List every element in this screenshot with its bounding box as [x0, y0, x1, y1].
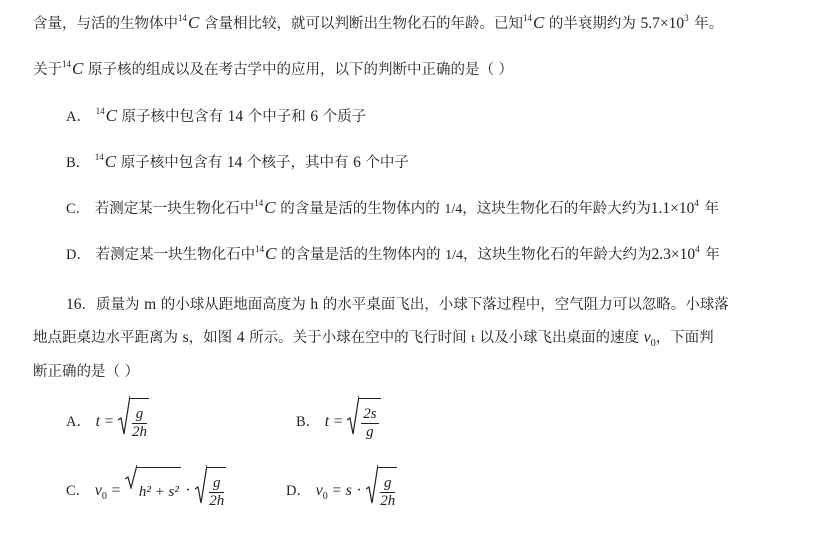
times-sign: ×: [670, 246, 680, 263]
carbon-symbol: C: [188, 13, 200, 32]
text: 的含量是活的生物体内的: [281, 247, 441, 263]
text: 若测定某一块生物化石中: [94, 201, 255, 217]
carbon-symbol: C: [265, 244, 277, 263]
text: 含量，与活的生物体中: [33, 16, 178, 32]
text: 个质子: [322, 109, 367, 125]
denominator: 2h: [209, 492, 225, 509]
carbon-symbol: C: [532, 13, 545, 32]
equals-sign: =: [104, 413, 114, 430]
question-number: 16: [66, 296, 82, 313]
age-value: 1.1: [650, 200, 671, 217]
isotope-superscript: 14: [94, 152, 104, 162]
ten: 10: [668, 15, 685, 32]
isotope-superscript: 14: [522, 13, 532, 23]
q16-line-2: [33, 328, 714, 354]
option-a[interactable]: [66, 101, 366, 127]
q16-option-a[interactable]: [66, 398, 149, 446]
distance-symbol: s: [345, 482, 352, 499]
number: 6: [310, 108, 319, 125]
option-d[interactable]: [66, 239, 720, 266]
option-label: C．: [66, 483, 91, 499]
radical-icon: [118, 396, 130, 436]
radical-icon: [195, 465, 207, 505]
velocity-symbol: v: [315, 482, 323, 499]
text: 断正确的是（ ）: [33, 364, 140, 380]
text: 年。: [694, 16, 724, 32]
text: 的小球从距地面高度为: [160, 297, 306, 313]
times-sign: ×: [659, 15, 669, 32]
time-symbol: t: [324, 413, 330, 430]
text: 所示。关于小球在空中的飞行时间: [249, 330, 467, 346]
number: 14: [226, 154, 243, 171]
text: 原子核中包含有: [121, 109, 224, 125]
q16-option-b[interactable]: [296, 398, 381, 446]
text: 个核子，其中有: [246, 155, 349, 171]
q16-option-d[interactable]: [286, 467, 397, 520]
subscript: 0: [322, 490, 328, 502]
fraction: 1/4: [444, 202, 463, 217]
isotope-superscript: 14: [95, 106, 105, 116]
mass-symbol: m: [144, 296, 157, 313]
text: 以及小球飞出桌面的速度: [479, 330, 639, 346]
text: 个中子: [365, 155, 409, 171]
sqrt: [366, 467, 397, 515]
figure-number: 4: [236, 329, 245, 346]
text: 关于: [33, 62, 62, 78]
option-b[interactable]: [66, 147, 409, 173]
sqrt: [125, 467, 181, 515]
ten: 10: [678, 200, 695, 217]
numerator: g: [209, 475, 224, 493]
option-label: D．: [286, 483, 311, 499]
text: 的含量是活的生物体内的: [280, 201, 440, 217]
q16-line-3: [33, 362, 139, 382]
exponent: 3: [684, 13, 689, 23]
distance-symbol: s: [182, 329, 189, 346]
fraction: 1/4: [445, 248, 464, 263]
denominator: 2h: [380, 492, 396, 509]
radical-icon: [366, 465, 378, 505]
carbon-symbol: C: [264, 198, 276, 217]
velocity-symbol: v: [643, 329, 651, 346]
text: ，如图: [188, 330, 233, 346]
text: 若测定某一块生物化石中: [95, 247, 256, 263]
denominator: 2h: [132, 423, 148, 440]
option-label: A．: [66, 109, 91, 125]
equals-sign: =: [333, 413, 343, 430]
time-symbol: t: [95, 413, 101, 430]
numerator: 2s: [363, 405, 377, 422]
radical-icon: [347, 396, 359, 436]
exponent: 4: [694, 198, 699, 208]
half-life-value: 5.7: [640, 15, 660, 32]
subscript: 0: [650, 337, 656, 349]
number: 14: [227, 108, 244, 125]
intro-line-1: [33, 8, 723, 34]
dot-operator: ·: [356, 482, 362, 499]
text: ．质量为: [81, 297, 140, 313]
q16-option-c[interactable]: [66, 467, 226, 520]
sqrt: [195, 467, 226, 515]
times-sign: ×: [670, 200, 679, 217]
option-label: A．: [66, 414, 91, 430]
text: 原子核的组成以及在考古学中的应用，以下的判断中正确的是（ ）: [87, 62, 514, 78]
radical-icon: [125, 465, 137, 489]
text: 个中子和: [247, 109, 306, 125]
option-c[interactable]: [66, 193, 719, 220]
isotope-superscript: 14: [254, 198, 264, 208]
ten: 10: [679, 246, 696, 263]
text: 地点距桌边水平距离为: [33, 330, 178, 346]
option-label: D．: [66, 247, 91, 263]
q16-line-1: [66, 295, 729, 315]
age-value: 2.3: [651, 246, 671, 263]
isotope-superscript: 14: [255, 244, 265, 254]
equals-sign: =: [111, 482, 121, 499]
text: 原子核中包含有: [120, 155, 223, 171]
sqrt: [118, 398, 149, 446]
text: ，这块生物化石的年龄大约为: [462, 201, 651, 217]
text: 含量相比较，就可以判断出生物化石的年龄。已知: [203, 16, 523, 32]
numerator: g: [380, 475, 395, 493]
option-label: C．: [66, 201, 91, 217]
subscript: 0: [101, 490, 107, 502]
number: 6: [353, 154, 361, 171]
intro-line-2: [33, 54, 513, 80]
text: 年: [704, 201, 719, 217]
exponent: 4: [695, 244, 700, 254]
text: 年: [705, 247, 720, 263]
text: ，下面判: [655, 330, 714, 346]
velocity-symbol: v: [94, 482, 102, 499]
radicand: h² + s²: [137, 467, 181, 515]
sqrt: [347, 398, 380, 446]
carbon-symbol: C: [72, 59, 84, 78]
text: 的水平桌面飞出，小球下落过程中，空气阻力可以忽略。小球落: [322, 297, 729, 313]
dot-operator: ·: [185, 482, 191, 499]
denominator: g: [366, 423, 374, 440]
numerator: g: [132, 406, 147, 424]
option-label: B．: [296, 414, 321, 430]
isotope-superscript: 14: [62, 59, 71, 69]
option-label: B．: [66, 155, 91, 171]
text: 的半衰期约为: [548, 16, 636, 32]
carbon-symbol: C: [104, 152, 117, 171]
height-symbol: h: [310, 296, 319, 313]
isotope-superscript: 14: [178, 13, 187, 23]
text: ，这块生物化石的年龄大约为: [463, 247, 652, 263]
time-symbol: t: [471, 330, 475, 345]
equals-sign: =: [332, 482, 342, 499]
carbon-symbol: C: [105, 106, 117, 125]
